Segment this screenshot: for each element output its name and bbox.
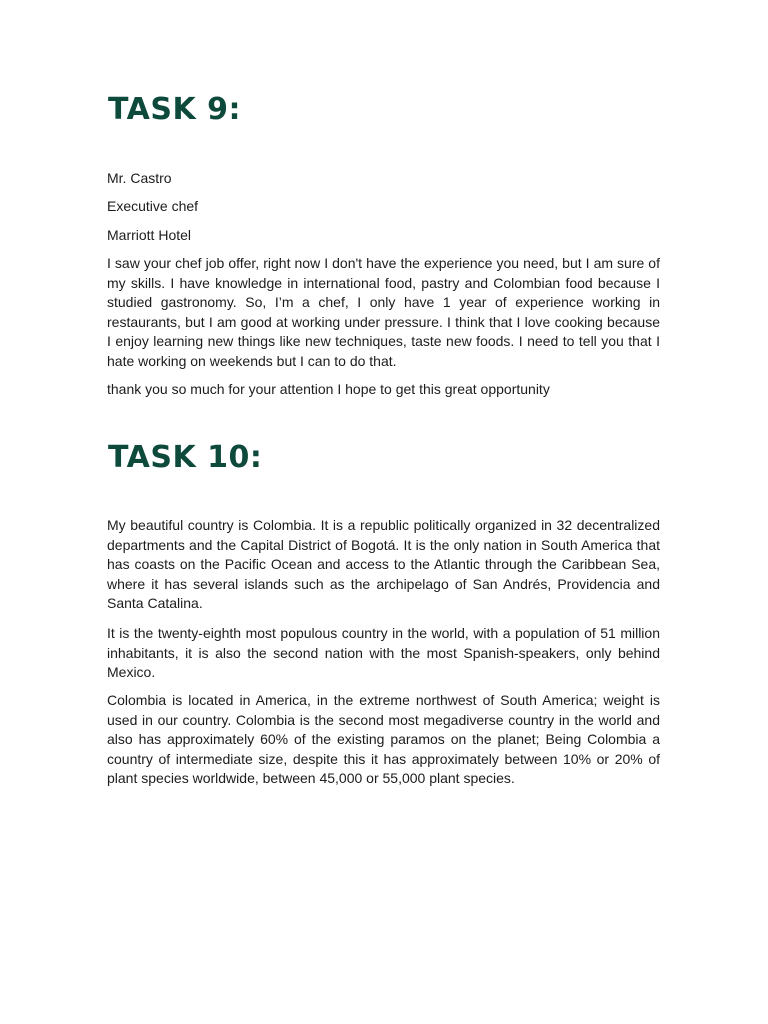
colombia-paragraph-2: It is the twenty-eighth most populous country in the world, with a population of 51 million inhabitants, it is also the second nation with the most Spanish-speakers, only behind Mexico. <box>107 625 660 680</box>
task-9-heading: TASK 9: <box>108 92 242 127</box>
letter-closing: thank you so much for your attention I hope to get this great opportunity <box>107 381 550 397</box>
recipient-role: Executive chef <box>107 198 199 214</box>
colombia-paragraph-1: My beautiful country is Colombia. It is a republic politically organized in 32 decentralized departments and the Capital District of Bogotá. It is the only nation in South America that has coasts on the Pacific Ocean and access to the Atlantic through the Caribbean Sea, where it has several islands such as the archipelago of San Andrés, Providencia and Santa Catalina. <box>107 517 660 611</box>
colombia-paragraph-3: Colombia is located in America, in the extreme northwest of South America; weight is used in our country. Colombia is the second most megadiverse country in the world and also has approximately 60% of the existing paramos on the planet; Being Colombia a country of intermediate size, despite this it has approximately between 10% or 20% of plant species worldwide, between 45,000 or 55,000 plant species. <box>107 692 660 786</box>
recipient-name: Mr. Castro <box>107 170 172 186</box>
task-10-heading: TASK 10: <box>108 440 263 475</box>
letter-body: I saw your chef job offer, right now I don't have the experience you need, but I am sure of my skills. I have knowledge in international food, pastry and Colombian food because I studied gastronomy. So, I’m a chef, I only have 1 year of experience working in restaurants, but I am good at working under pressure. I think that I love cooking because I enjoy learning new things like new techniques, taste new foods. I need to tell you that I hate working on weekends but I can to do that. <box>107 255 660 369</box>
recipient-company: Marriott Hotel <box>107 227 192 243</box>
